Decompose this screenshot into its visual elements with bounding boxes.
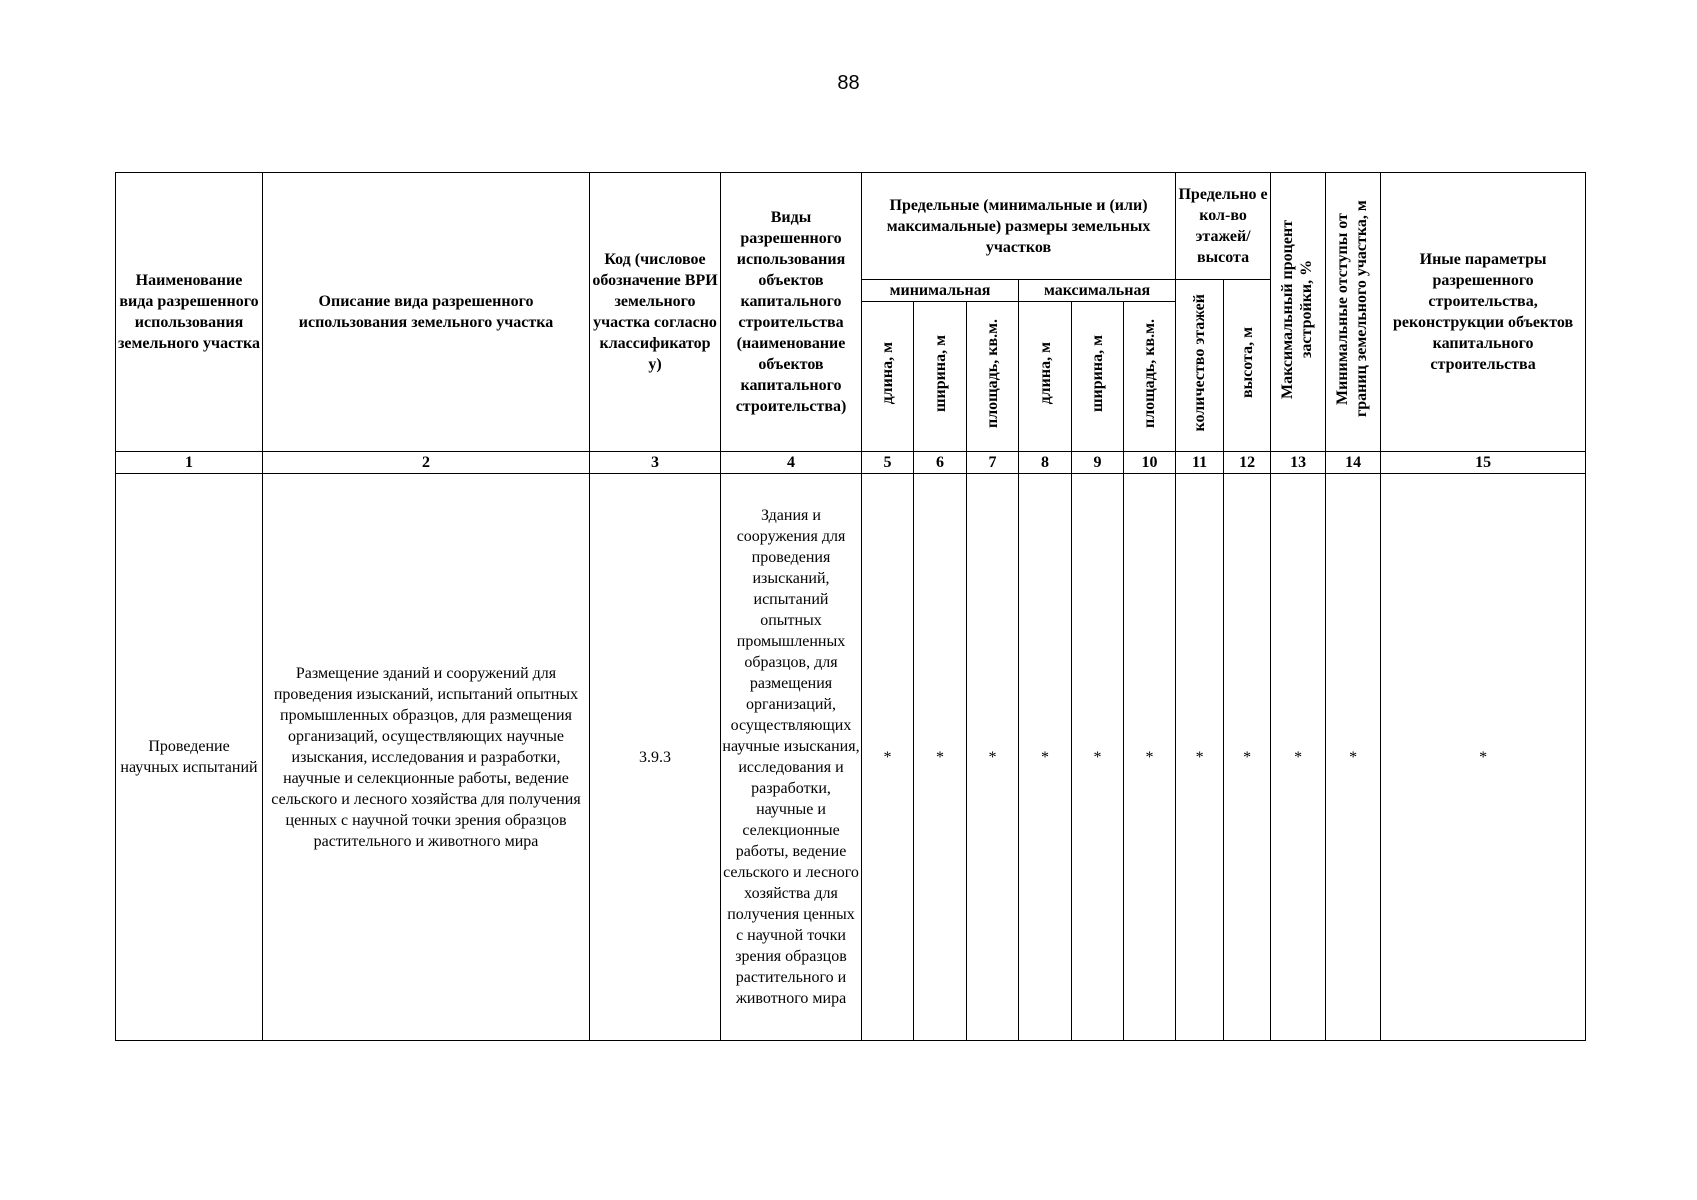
cell-oks-types: Здания и сооружения для проведения изысканий, испытаний опытных промышленных образцов, для размещения организаций, осуществляющих научные изыскания, исследования и разработки, научные и селекционные работы, ведение сельского и лесного хозяйства для получения ценных с научной точки зрения образцов растительного и животного мира (721, 474, 862, 1041)
column-number: 5 (862, 452, 914, 474)
column-number: 15 (1381, 452, 1586, 474)
header-code: Код (числовое обозначение ВРИ земельного участка согласно классификатор у) (590, 173, 721, 452)
column-number: 8 (1019, 452, 1072, 474)
header-max-area-text: площадь, кв.м. (1141, 318, 1159, 428)
column-number: 7 (967, 452, 1019, 474)
cell-max-area: * (1124, 474, 1176, 1041)
header-min: минимальная (862, 280, 1019, 302)
column-number: 3 (590, 452, 721, 474)
header-height (1224, 280, 1271, 452)
header-description: Описание вида разрешенного использования земельного участка (263, 173, 590, 452)
header-min-length-text: длина, м (879, 342, 896, 405)
header-max-width (1072, 302, 1124, 452)
header-other-params: Иные параметры разрешенного строительства, реконструкции объектов капитального строительства (1381, 173, 1586, 452)
cell-max-width: * (1072, 474, 1124, 1041)
header-min-width (914, 302, 967, 452)
header-min-area (967, 302, 1019, 452)
header-min-setbacks-text: Минимальные отступы от границ земельного участка, м (1334, 200, 1371, 418)
header-oks-types: Виды разрешенного использования объектов капитального строительства (наименование объектов капитального строительства) (721, 173, 862, 452)
header-floor-count-text: количество этажей (1191, 293, 1209, 432)
header-min-width-text: ширина, м (931, 335, 949, 412)
header-land-use-name: Наименование вида разрешенного использования земельного участка (116, 173, 263, 452)
column-number: 9 (1072, 452, 1124, 474)
header-min-length (862, 302, 914, 452)
cell-floor-count: * (1176, 474, 1224, 1041)
page-number: 88 (837, 72, 860, 94)
header-min-area-text: площадь, кв.м. (984, 318, 1001, 428)
column-number: 14 (1326, 452, 1381, 474)
column-number: 11 (1176, 452, 1224, 474)
cell-other-params: * (1381, 474, 1586, 1041)
header-min-setbacks (1326, 173, 1381, 452)
cell-code: 3.9.3 (590, 474, 721, 1041)
cell-description: Размещение зданий и сооружений для проведения изысканий, испытаний опытных промышленных образцов, для размещения организаций, осуществляющих научные изыскания, исследования и разработки, научные и селекционные работы, ведение сельского и лесного хозяйства для получения ценных с научной точки зрения образцов растительного и животного мира (263, 474, 590, 1041)
column-number: 4 (721, 452, 862, 474)
header-floor-count (1176, 280, 1224, 452)
header-max-length-text: длина, м (1036, 342, 1054, 405)
column-number: 2 (263, 452, 590, 474)
column-number: 6 (914, 452, 967, 474)
cell-height: * (1224, 474, 1271, 1041)
cell-min-setbacks: * (1326, 474, 1381, 1041)
cell-min-length: * (862, 474, 914, 1041)
column-number: 1 (116, 452, 263, 474)
cell-max-length: * (1019, 474, 1072, 1041)
column-number-row (116, 452, 1586, 474)
header-max-building-percent (1271, 173, 1326, 452)
header-max-width-text: ширина, м (1089, 335, 1106, 412)
cell-max-building-percent: * (1271, 474, 1326, 1041)
header-max-length (1019, 302, 1072, 452)
land-use-table (115, 172, 1586, 1041)
column-number: 13 (1271, 452, 1326, 474)
header-max-area (1124, 302, 1176, 452)
header-max-building-percent-text: Максимальный процент застройки, % (1279, 219, 1316, 399)
header-floors-height: Предельно е кол-во этажей/ высота (1176, 173, 1271, 280)
header-plot-sizes: Предельные (минимальные и (или) максимальные) размеры земельных участков (862, 173, 1176, 280)
cell-min-width: * (914, 474, 967, 1041)
cell-land-use-name: Проведение научных испытаний (116, 474, 263, 1041)
header-max: максимальная (1019, 280, 1176, 302)
cell-min-area: * (967, 474, 1019, 1041)
column-number: 12 (1224, 452, 1271, 474)
header-height-text: высота, м (1238, 327, 1256, 398)
column-number: 10 (1124, 452, 1176, 474)
table-row (116, 474, 1586, 1041)
